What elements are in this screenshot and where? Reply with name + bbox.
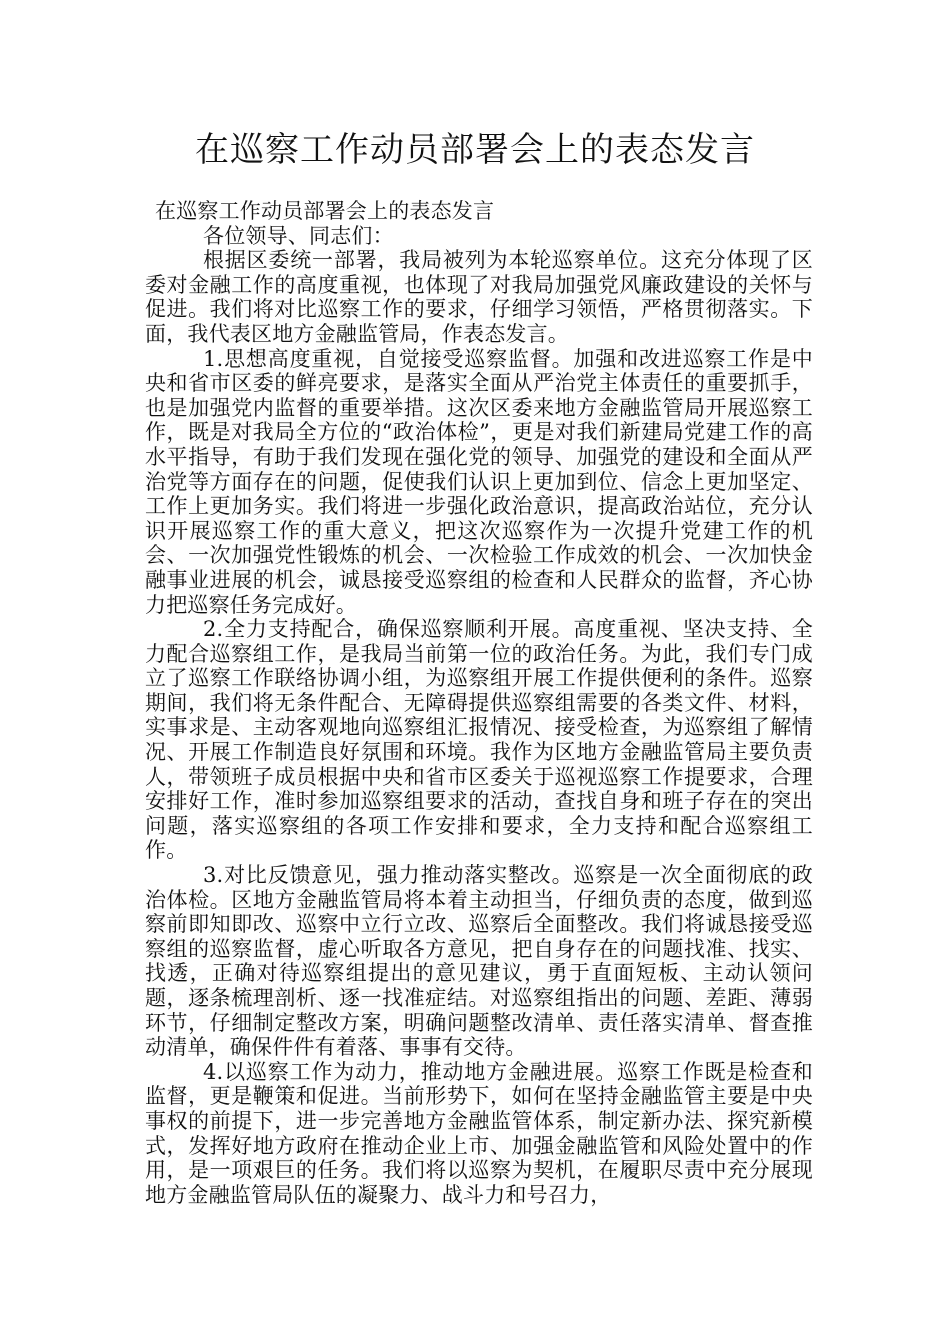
paragraph-point-4: 4.以巡察工作为动力，推动地方金融进展。巡察工作既是检查和监督，更是鞭策和促进。当前形势下，如何在坚持金融监管主要是中央事权的前提下，进一步完善地方金融监管体系，制定新办法、探究新模式，发挥好地方政府在推动企业上市、加强金融监管和风险处置中的作用，是一项艰巨的任务。我们将以巡察为契机，在履职尽责中充分展现地方金融监管局队伍的凝聚力、战斗力和号召力， <box>145 1059 813 1207</box>
document-title: 在巡察工作动员部署会上的表态发言 <box>195 130 755 170</box>
paragraph-point-3: 3.对比反馈意见，强力推动落实整改。巡察是一次全面彻底的政治体检。区地方金融监管局将本着主动担当，仔细负责的态度，做到巡察前即知即改、巡察中立行立改、巡察后全面整改。我们将诚恳接受巡察组的巡察监督，虚心听取各方意见，把自身存在的问题找准、找实、找透，正确对待巡察组提出的意见建议，勇于直面短板、主动认领问题，逐条梳理剖析、逐一找准症结。对巡察组指出的问题、差距、薄弱环节，仔细制定整改方案，明确问题整改清单、责任落实清单、督查推动清单，确保件件有着落、事事有交待。 <box>145 863 813 1060</box>
paragraph-point-2: 2.全力支持配合，确保巡察顺利开展。高度重视、坚决支持、全力配合巡察组工作，是我局当前第一位的政治任务。为此，我们专门成立了巡察工作联络协调小组，为巡察组开展工作提供便利的条件。巡察期间，我们将无条件配合、无障碍提供巡察组需要的各类文件、材料，实事求是、主动客观地向巡察组汇报情况、接受检查，为巡察组了解情况、开展工作制造良好氛围和环境。我作为区地方金融监管局主要负责人，带领班子成员根据中央和省市区委关于巡视巡察工作提要求，合理安排好工作，准时参加巡察组要求的活动，查找自身和班子存在的突出问题，落实巡察组的各项工作安排和要求，全力支持和配合巡察组工作。 <box>145 617 813 863</box>
paragraph-point-1: 1.思想高度重视，自觉接受巡察监督。加强和改进巡察工作是中央和省市区委的鲜亮要求，是落实全面从严治党主体责任的重要抓手，也是加强党内监督的重要举措。这次区委来地方金融监管局开展巡察工作，既是对我局全方位的“政治体检”，更是对我们新建局党建工作的高水平指导，有助于我们发现在强化党的领导、加强党的建设和全面从严治党等方面存在的问题，促使我们认识上更加到位、信念上更加坚定、工作上更加务实。我们将进一步强化政治意识，提高政治站位，充分认识开展巡察工作的重大意义，把这次巡察作为一次提升党建工作的机会、一次加强党性锻炼的机会、一次检验工作成效的机会、一次加快金融事业进展的机会，诚恳接受巡察组的检查和人民群众的监督，齐心协力把巡察任务完成好。 <box>145 346 813 617</box>
paragraph-intro: 根据区委统一部署，我局被列为本轮巡察单位。这充分体现了区委对金融工作的高度重视，也体现了对我局加强党风廉政建设的关怀与促进。我们将对比巡察工作的要求，仔细学习领悟，严格贯彻落实。下面，我代表区地方金融监管局，作表态发言。 <box>145 248 813 346</box>
salutation: 各位领导、同志们： <box>203 223 394 248</box>
document-subtitle: 在巡察工作动员部署会上的表态发言 <box>155 199 495 223</box>
document-body <box>145 199 813 1207</box>
